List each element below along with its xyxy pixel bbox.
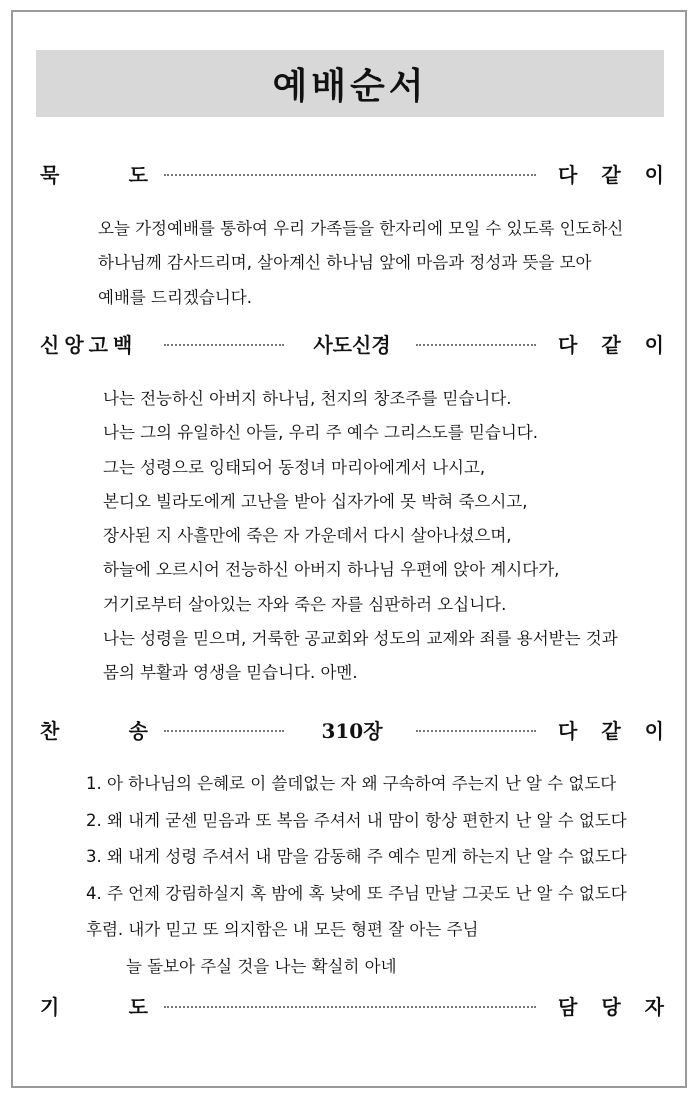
- section-hymn: [40, 714, 664, 748]
- hymn-number: 310장: [321, 719, 383, 743]
- hymn-lyrics: [86, 766, 627, 985]
- section-prayer: [40, 990, 664, 1024]
- leader-dots: [416, 730, 536, 732]
- section-label: 신 앙 고 백: [40, 333, 138, 357]
- text-line: 하늘에 오르시어 전능하신 아버지 하나님 우편에 앉아 계시다가,: [103, 560, 560, 580]
- responsible-party: 다 같 이: [558, 163, 664, 187]
- creed-name: 사도신경: [313, 333, 391, 357]
- leader-dots: [164, 174, 536, 176]
- text-line: 본디오 빌라도에게 고난을 받아 십자가에 못 박혀 죽으시고,: [103, 491, 528, 511]
- responsible-party: 다 같 이: [558, 719, 664, 743]
- text-line: 그는 성령으로 잉태되어 동정녀 마리아에게서 나시고,: [103, 457, 486, 477]
- text-line: 거기로부터 살아있는 자와 죽은 자를 심판하러 오십니다.: [103, 594, 507, 614]
- hymn-verse: 1. 아 하나님의 은혜로 이 쓸데없는 자 왜 구속하여 주는지 난 알 수 없도다: [86, 774, 617, 793]
- responsible-party: 다 같 이: [558, 333, 664, 357]
- section-label: 기 도: [40, 995, 148, 1019]
- section-creed: [40, 328, 664, 362]
- silent-prayer-text: [98, 212, 623, 315]
- responsible-party: 담 당 자: [558, 995, 664, 1019]
- text-line: 예배를 드리겠습니다.: [98, 287, 252, 307]
- hymn-refrain: 늘 돌보아 주실 것을 나는 확실히 아네: [126, 956, 397, 976]
- section-label: 찬 송: [40, 719, 148, 743]
- section-label: 묵 도: [40, 163, 148, 187]
- text-line: 오늘 가정예배를 통하여 우리 가족들을 한자리에 모일 수 있도록 인도하신: [98, 219, 624, 238]
- page-title: 예배순서: [272, 66, 428, 107]
- text-line: 나는 성령을 믿으며, 거룩한 공교회와 성도의 교제와 죄를 용서받는 것과: [103, 629, 618, 649]
- leader-dots: [416, 344, 536, 346]
- text-line: 몸의 부활과 영생을 믿습니다. 아멘.: [103, 663, 358, 683]
- leader-dots: [164, 344, 284, 346]
- hymn-verse: 2. 왜 내게 굳센 믿음과 또 복음 주셔서 내 맘이 항상 편한지 난 알 수 없도다: [86, 810, 627, 830]
- text-line: 장사된 지 사흘만에 죽은 자 가운데서 다시 살아나셨으며,: [103, 526, 512, 546]
- hymn-verse: 3. 왜 내게 성령 주셔서 내 맘을 감동해 주 예수 믿게 하는지 난 알 수 없도다: [86, 847, 627, 866]
- leader-dots: [164, 1006, 536, 1008]
- text-line: 나는 그의 유일하신 아들, 우리 주 예수 그리스도를 믿습니다.: [103, 423, 538, 443]
- hymn-refrain: 후렴. 내가 믿고 또 의지함은 내 모든 형편 잘 아는 주님: [86, 920, 479, 939]
- text-line: 하나님께 감사드리며, 살아계신 하나님 앞에 마음과 정성과 뜻을 모아: [98, 253, 592, 273]
- creed-text: [103, 382, 618, 691]
- section-silent-prayer: [40, 158, 664, 192]
- text-line: 나는 전능하신 아버지 하나님, 천지의 창조주를 믿습니다.: [103, 389, 512, 408]
- hymn-verse: 4. 주 언제 강림하실지 혹 밤에 혹 낮에 또 주님 만날 그곳도 난 알 수 없도다: [86, 883, 627, 903]
- leader-dots: [164, 730, 284, 732]
- title-banner: [36, 50, 664, 117]
